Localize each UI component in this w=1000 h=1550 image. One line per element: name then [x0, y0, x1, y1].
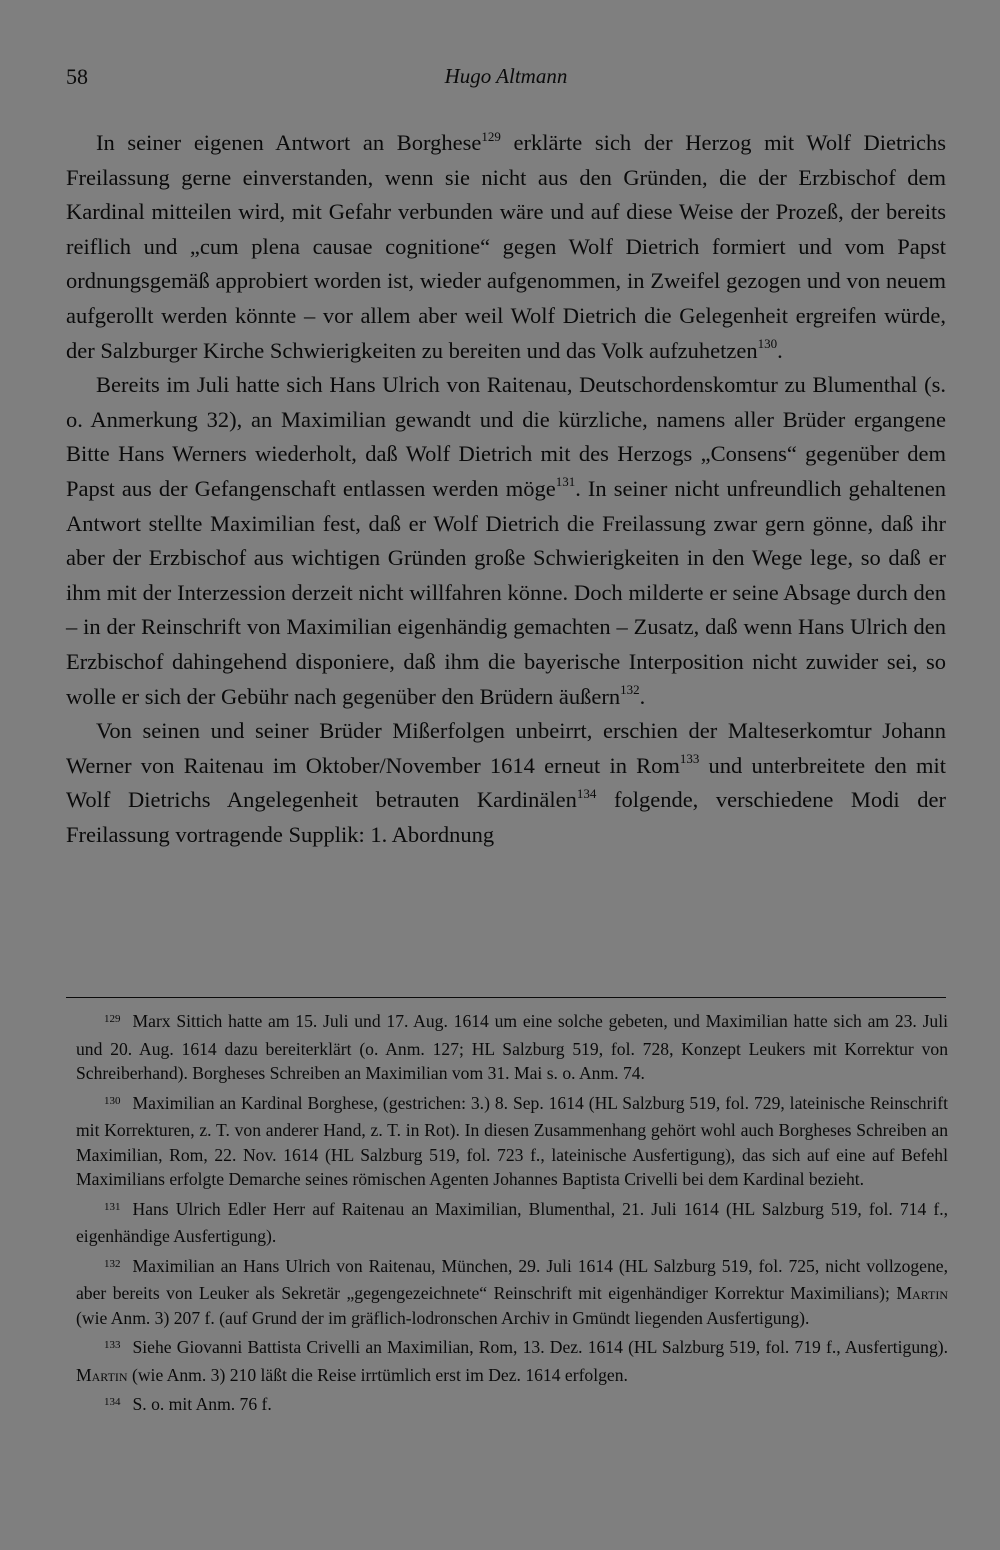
footnote-134 — [76, 1392, 948, 1420]
text-run: erklärte sich der Herzog mit Wolf Dietrichs Freilassung gerne einverstanden, wenn sie nicht aus den Gründen, die der Erzbischof dem Kardinal mitteilen wird, mit Gefahr verbunden wäre und auf diese Weise der Prozeß, der bereits reiflich und „cum plena causae cognitione“ gegen Wolf Dietrich formiert und vom Papst ordnungsgemäß approbiert worden ist, wieder aufgenommen, in Zweifel gezogen und von neuem aufgerollt werden könnte – vor allem aber weil Wolf Dietrich die Gelegenheit ergreifen würde, der Salzburger Kirche Schwierigkeiten zu bereiten und das Volk aufzuhetzen — [66, 130, 946, 363]
footnote-ref: 129 — [481, 128, 501, 144]
author-name: Martin — [76, 1364, 128, 1385]
paragraph-1 — [66, 126, 946, 368]
footnote-text: Maximilian an Hans Ulrich von Raitenau, München, 29. Juli 1614 (HL Salzburg 519, fol. 725, nicht vollzogene, aber bereits von Leuker als Sekretär „gegengezeichnete“ Reinschrift mit eigenhändiger Korrektur Maximilians); — [76, 1255, 948, 1303]
footnote-text: Maximilian an Kardinal Borghese, (gestrichen: 3.) 8. Sep. 1614 (HL Salzburg 519, fol. 729, lateinische Reinschrift mit Korrekturen, z. T. von anderer Hand, z. T. in Rot). In diesen Zusammenhang gehört wohl auch Borgheses Schreiben an Maximilian, Rom, 22. Nov. 1614 (HL Salzburg 519, fol. 723 f., lateinische Ausfertigung), das sich auf eine auf Befehl Maximilians erfolgte Demarche seines römischen Agenten Johannes Baptista Crivelli bei dem Kardinal bezieht. — [76, 1092, 948, 1189]
footnote-text: (wie Anm. 3) 210 läßt die Reise irrtümlich erst im Dez. 1614 erfolgen. — [127, 1364, 628, 1385]
text-run: folgende, verschiedene Modi der Freilassung vortragende Supplik: 1. Abordnung — [66, 787, 946, 847]
footnote-131 — [76, 1197, 948, 1249]
running-title: Hugo Altmann — [444, 64, 568, 88]
footnote-text: Siehe Giovanni Battista Crivelli an Maximilian, Rom, 13. Dez. 1614 (HL Salzburg 519, fol. 719 f., Ausfertigung). — [132, 1337, 948, 1357]
footnote-number: 134 — [104, 1396, 121, 1408]
text-run: Von seinen und seiner Brüder Mißerfolgen unbeirrt, erschien der Malteserkomtur Johann Werner von Raitenau im Oktober/November 1614 erneut in Rom — [66, 718, 946, 778]
footnotes — [76, 1009, 948, 1425]
page-number: 58 — [66, 64, 88, 89]
text-run: In seiner eigenen Antwort an Borghese — [96, 130, 482, 155]
footnote-text: Marx Sittich hatte am 15. Juli und 17. Aug. 1614 um eine solche gebeten, und Maximilian hatte sich am 23. Juli und 20. Aug. 1614 dazu bereiterklärt (o. Anm. 127; HL Salzburg 519, fol. 728, Konzept Leukers mit Korrektur von Schreiberhand). Borgheses Schreiben an Maximilian vom 31. Mai s. o. Anm. 74. — [76, 1011, 948, 1083]
footnote-text: (wie Anm. 3) 207 f. (auf Grund der im gräflich-lodronschen Archiv in Gmündt liegenden Ausfertigung). — [76, 1307, 810, 1328]
footnote-ref: 134 — [576, 785, 597, 801]
footnote-133 — [76, 1335, 948, 1387]
author-name: Martin — [896, 1283, 948, 1303]
paragraph-2 — [66, 368, 946, 714]
footnote-number: 130 — [104, 1094, 121, 1107]
text-run: und unterbreitete den mit Wolf Dietrichs Angelegenheit betrauten Kardinälen — [66, 752, 946, 813]
footnote-number: 132 — [104, 1257, 121, 1270]
footnote-ref: 131 — [555, 474, 576, 490]
footnote-ref: 132 — [620, 682, 640, 697]
footnote-text: Hans Ulrich Edler Herr auf Raitenau an Maximilian, Blumenthal, 21. Juli 1614 (HL Salzburg 519, fol. 714 f., eigenhändige Ausfertigung). — [76, 1198, 948, 1246]
footnote-number: 129 — [104, 1013, 121, 1025]
text-run: . — [777, 337, 783, 363]
footnote-divider — [66, 997, 946, 998]
footnote-130 — [76, 1091, 948, 1192]
footnote-132 — [76, 1254, 948, 1331]
footnote-ref: 133 — [679, 751, 700, 767]
footnote-129 — [76, 1009, 948, 1086]
text-run: Bereits im Juli hatte sich Hans Ulrich von Raitenau, Deutschordenskomtur zu Blumenthal (s. o. Anmerkung 32), an Maximilian gewandt und die kürzliche, namens aller Brüder ergangene Bitte Hans Werners wiederholt, daß Wolf Dietrich mit des Herzogs „Consens“ gegenüber dem Papst aus der Gefangenschaft entlassen werden möge — [66, 372, 946, 501]
paragraph-3 — [66, 714, 946, 852]
main-text — [66, 126, 946, 852]
text-run: . In seiner nicht unfreundlich gehaltenen Antwort stellte Maximilian fest, daß er Wolf Dietrich die Freilassung zwar gern gönne, daß ihr aber der Erzbischof aus wichtigen Gründen große Schwierigkeiten in den Wege lege, so daß er ihm mit der Interzession derzeit nicht willfahren könne. Doch milderte er seine Absage durch den – in der Reinschrift von Maximilian eigenhändig gemachten – Zusatz, daß wenn Hans Ulrich den Erzbischof dahingehend disponiere, daß ihm die bayerische Interposition nicht zuwider sei, so wolle er sich der Gebühr nach gegenüber den Brüdern äußern — [66, 475, 946, 709]
page-header — [66, 64, 946, 98]
footnote-ref: 130 — [757, 336, 778, 352]
footnote-number: 131 — [104, 1200, 121, 1213]
text-run: . — [639, 683, 646, 709]
footnote-number: 133 — [104, 1339, 121, 1351]
footnote-text: S. o. mit Anm. 76 f. — [132, 1394, 272, 1414]
